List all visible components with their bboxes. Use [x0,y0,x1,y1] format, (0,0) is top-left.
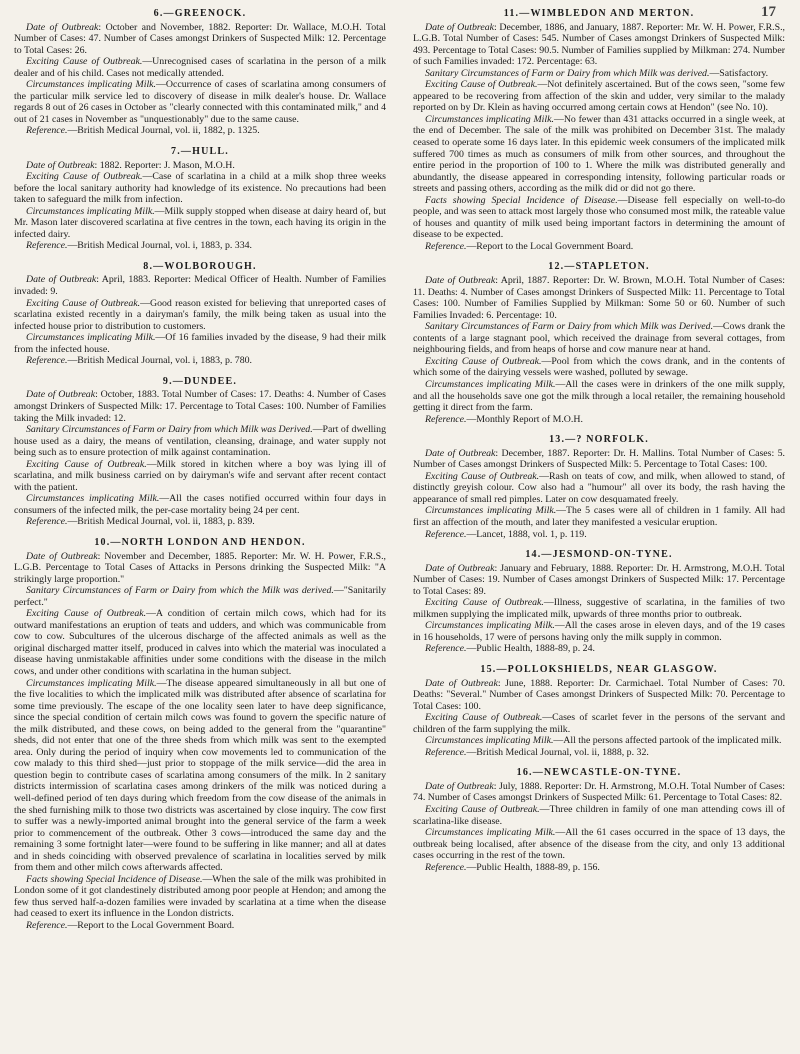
paragraph-label: Circumstances implicating Milk. [425,378,556,390]
paragraph-label: Circumstances implicating Milk. [425,827,556,839]
entry-paragraph [413,275,785,321]
paragraph-text: : October, 1883. Total Number of Cases: 17. Deaths: 4. Number of Cases amongst Drinkers of Suspected Milk: 17. Percentage to Total Cases: 100. Number of Families taking the Milk invaded: 12. [14,389,386,424]
entry-paragraph [14,56,386,79]
paragraph-text: —No fewer than 431 attacks occurred in a single week, at the end of December. The sale of the milk was prohibited on December 31st. The malady ceased to operate some 16 days later. In this epidemic week consumers of the implicated milk suffered 700 times as much as consumers of milk from other sources, and throughout the entire period in the proportion of 100 to 1. Where the milk was distributed generally and abundantly, the disease appeared in corresponding intensity, following particular roads or streets and passing others, according as the milk did or did not go there. [413,113,786,195]
paragraph-label: Reference. [26,355,68,367]
paragraph-label: Date of Outbreak [26,389,96,401]
left-column [14,8,386,941]
paragraph-text: —The 5 cases were all of children in 1 family. All had first an affection of the mouth, and later they manifested a vesicular eruption. [413,505,786,528]
paragraph-label: Circumstances implicating Milk. [425,113,554,125]
entry-heading: 9.—DUNDEE. [162,375,238,387]
paragraph-label: Sanitary Circumstances of Farm or Dairy from which Milk was derived. [425,67,710,79]
paragraph-label: Circumstances implicating Milk. [26,677,157,689]
paragraph-text: —Milk stored in kitchen where a boy was lying ill of scarlatina, and milk business carried on by dairyman's wife and servant after recent contact with the patient. [14,458,386,493]
entry-paragraph [14,585,386,608]
paragraph-label: Reference. [26,516,68,528]
entry-paragraph [14,160,386,172]
entry-paragraph [14,424,386,459]
paragraph-text: —Public Health, 1888-89, p. 24. [466,643,595,655]
paragraph-label: Exciting Cause of Outbreak. [26,171,143,183]
page-number: 17 [761,4,776,20]
paragraph-label: Circumstances implicating Milk. [26,332,156,344]
paragraph-text: —Milk supply stopped when disease at dairy heard of, but Mr. Mason later discovered scarlatina at five centres in the town, each having its origin in the infected dairy. [14,205,386,240]
entry-paragraph [413,643,785,655]
paragraph-label: Exciting Cause of Outbreak. [425,470,540,482]
entry-paragraph [413,712,785,735]
paragraph-text: : November and December, 1885. Reporter: Mr. W. H. Power, F.R.S., L.G.B. Percentage to Total Cases of Attacks in Persons drinking the Suspected Milk: "A strikingly large proportion." [14,550,386,585]
entry-paragraph [413,827,785,862]
entry-paragraph [14,516,386,528]
entry-heading: 8.—WOLBOROUGH. [143,260,257,272]
entry-heading: 13.—? NORFOLK. [549,434,649,446]
entry-paragraph [413,505,785,528]
paragraph-text: —When the sale of the milk was prohibited in London some of it got clandestinely distributed among poor people at Hendon; and among the few thus served half-a-dozen families were invaded by scarlatina at a time when the disease had ceased to exert its influence in the London districts. [14,873,386,920]
paragraph-label: Reference. [425,861,467,873]
paragraph-text: : December, 1886, and January, 1887. Reporter: Mr. W. H. Power, F.R.S., L.G.B. Total Number of Cases: 545. Number of Cases amongst Drinkers of Suspected Milk: 493. Percentage to Total Cases: 90.5. Number of Families supplied by Milkman: 274. Number of such Families invaded: 172. Percentage: 63. [413,21,785,68]
paragraph-label: Reference. [425,528,467,540]
paragraph-label: Date of Outbreak [425,447,496,459]
entry-paragraph [14,240,386,252]
paragraph-text: —Rash on teats of cow, and milk, when allowed to stand, of distinctly greyish colour. Cow also had a "humour" all over its body, the rash having the appearance of small red pimples. Later on cow desquamated freely. [413,470,785,505]
paragraph-label: Reference. [425,240,467,252]
entry-paragraph [413,735,785,747]
entry-heading: 12.—STAPLETON. [548,261,650,273]
paragraph-label: Date of Outbreak [26,274,97,286]
outbreak-entry [14,8,386,137]
paragraph-text: —A condition of certain milch cows, which had for its outward manifestations an eruption of teats and udders, and which was communicable from cow to cow. Subcultures of the ulcerous discharge of the affected animals as well as the original discharged matter itself, produced in calves into which the material was inoculated a disease having unmistakable affinities under some conditions with the disease in the milch cows, and under other conditions with scarlatina in the human subject. [14,608,386,677]
paragraph-text: —Public Health, 1888-89, p. 156. [466,861,600,873]
outbreak-entry [413,8,785,252]
paragraph-label: Date of Outbreak [425,275,496,287]
paragraph-text: —Satisfactory. [709,67,769,79]
paragraph-label: Exciting Cause of Outbreak. [425,712,543,724]
entry-paragraph [413,448,785,471]
entry-paragraph [413,620,785,643]
entry-heading: 11.—WIMBLEDON AND MERTON. [503,8,695,19]
paragraph-text: —The disease appeared simultaneously in all but one of the five localities to which the implicated milk was distributed after absence of scarlatina for some time previously. The escape of the one locality seen later to have deep significance, since the special condition of certain milch cows was found to govern the specific nature of the milk distributed, and these cows, on being added to the general from the "quarantine" sheds, did not enter that one of the three sheds from which milk was sent to the exempted area. Only during the period of inquiry when cow movements led to communication of the cow malady to this third shed—just prior to stoppage of the milk service—did the area in question begin to contribute cases of scarlatina among consumers of the milk. In 2 sanitary districts intermission of scarlatina cases among drinkers of the milk was noticed during a well-defined period of ten days during which freedom from the cow disease of the animals in the shed furnishing milk to those two districts was ascertained by close inquiry. The cow first to suffer was a newly-imported animal brought into the general service of the farm a week prior to commencement of the outbreak. Other 3 cows—introduced the same day and the remaining 3 some fortnight later—were found to be suffering in like manner; and all at dates and in sheds coinciding with observed prevalence of scarlatina in localities served by milk from them and other milch cows afterwards affected. [14,677,387,874]
paragraph-text: —Cases of scarlet fever in the persons of the servant and children of the farm supplying the milk. [413,712,785,735]
entry-paragraph [413,356,785,379]
paragraph-label: Circumstances implicating Milk. [26,205,155,217]
entry-paragraph [413,114,785,195]
paragraph-text: : 1882. Reporter: J. Mason, M.O.H. [94,159,235,171]
paragraph-label: Reference. [26,920,68,932]
entry-paragraph [14,274,386,297]
paragraph-label: Exciting Cause of Outbreak. [425,804,540,815]
entry-paragraph [413,379,785,414]
paragraph-text: : July, 1888. Reporter: Dr. H. Armstrong, M.O.H. Total Number of Cases: 74. Number of Cases amongst Drinkers of Suspected Milk: 61. Percentage to Total Cases: 82. [413,780,785,804]
right-column [413,8,785,882]
entry-paragraph [14,206,386,241]
entry-paragraph [14,920,386,932]
paragraph-label: Reference. [425,746,467,758]
paragraph-text: —All the 61 cases occurred in the space of 13 days, the outbreak being localised, after absence of the disease from the city, and only 13 additional cases occurring in the rest of the town. [413,827,786,862]
paragraph-label: Exciting Cause of Outbreak. [26,56,143,68]
entry-paragraph [413,563,785,598]
outbreak-entry [14,537,386,932]
entry-paragraph [14,678,386,874]
paragraph-label: Circumstances implicating Milk. [26,79,157,91]
entry-paragraph [14,125,386,137]
outbreak-entry [14,376,386,528]
entry-paragraph [14,355,386,367]
paragraph-label: Sanitary Circumstances of Farm or Dairy from which the Milk was derived. [26,585,334,597]
entry-paragraph [14,332,386,355]
entry-paragraph [14,171,386,206]
outbreak-entry [14,261,386,367]
entry-heading: 6.—GREENOCK. [153,8,247,19]
paragraph-text: —British Medical Journal, vol. i, 1883, p. 334. [67,240,253,252]
entry-paragraph [14,79,386,125]
paragraph-label: Exciting Cause of Outbreak. [425,355,542,367]
paragraph-label: Reference. [425,643,467,655]
entry-paragraph [413,68,785,80]
outbreak-entry [413,434,785,540]
entry-paragraph [413,321,785,356]
paragraph-label: Exciting Cause of Outbreak. [26,458,147,470]
paragraph-label: Date of Outbreak [425,562,495,574]
paragraph-label: Exciting Cause of Outbreak. [425,79,538,91]
paragraph-label: Facts showing Special Incidence of Disease. [26,873,203,885]
entry-heading: 14.—JESMOND-ON-TYNE. [525,549,673,561]
entry-heading: 10.—NORTH LONDON AND HENDON. [94,536,306,548]
paragraph-text: —Part of dwelling house used as a dairy, the means of ventilation, cleansing, drainage, and water supply not being such as to ensure protection of milk against contamination. [14,424,386,459]
entry-paragraph [413,22,785,68]
entry-heading: 15.—POLLOKSHIELDS, NEAR GLASGOW. [480,663,718,675]
outbreak-entry [413,767,785,873]
paragraph-text: : December, 1887. Reporter: Dr. H. Mallins. Total Number of Cases: 5. Number of Cases amongst Drinkers of Suspected Milk: 5. Percentage to Total Cases: 100. [413,447,786,471]
paragraph-label: Date of Outbreak [425,780,494,792]
paragraph-text: —Illness, suggestive of scarlatina, in the families of two milkmen supplying the implicated milk, upwards of three months prior to outbreak. [413,597,785,620]
entry-heading: 7.—HULL. [171,146,229,158]
paragraph-text: —Not definitely ascertained. But of the cows seen, "some few appeared to be recovering from affection of the skin and udder, very similar to the malady reported on by Dr. Klein as having occurred among certain cows at Hendon" (see No. 10). [413,79,785,114]
paragraph-text: : June, 1888. Reporter: Dr. Carmichael. Total Number of Cases: 70. Deaths: "Several." Number of Cases amongst Drinkers of Suspected Milk: 70. Percentage to Total Cases: 100. [413,677,785,712]
outbreak-entry [413,664,785,758]
paragraph-text: —Occurrence of cases of scarlatina among consumers of the particular milk service led to discovery of disease in milk dealer's house. Dr. Wallace regards 8 out of 26 cases in October as "clearly connected with this contaminated milk," and 4 out of 21 cases in November as "unquestionably" due to the same cause. [14,79,387,125]
paragraph-text: —British Medical Journal, vol. ii, 1888, p. 32. [466,746,649,758]
entry-paragraph [413,862,785,874]
entry-paragraph [14,22,386,57]
paragraph-label: Sanitary Circumstances of Farm or Dairy from which Milk was Derived. [26,424,313,436]
paragraph-text: —Pool from which the cows drank, and in the contents of which some of the dairying vessels were washed, polluted by sewage. [413,355,785,379]
paragraph-label: Reference. [425,413,467,425]
paragraph-label: Reference. [26,125,68,137]
paragraph-label: Exciting Cause of Outbreak. [425,597,544,609]
entry-paragraph [14,874,386,920]
entry-paragraph [413,747,785,759]
paragraph-label: Circumstances implicating Milk. [26,493,160,505]
entry-paragraph [413,781,785,804]
paragraph-text: —Three children in family of one man attending cows ill of scarlatina-like disease. [413,804,785,827]
paragraph-text: —All the cases were in drinkers of the one milk supply, and all the households save one got the milk through a local retailer, the remaining household getting it direct from the farm. [413,378,785,414]
paragraph-label: Date of Outbreak [26,159,95,171]
paragraph-label: Circumstances implicating Milk. [425,735,554,747]
paragraph-label: Facts showing Special Incidence of Disease. [425,194,618,206]
entry-paragraph [14,459,386,494]
paragraph-label: Circumstances implicating Milk. [425,620,555,632]
paragraph-text: —"Sanitarily perfect." [14,585,386,608]
paragraph-label: Reference. [26,240,68,252]
paragraph-text: : April, 1887. Reporter: Dr. W. Brown, M.O.H. Total Number of Cases: 11. Deaths: 4. Number of Cases amongst Drinkers of Suspected Milk: 11. Percentage to Total Cases: 100. Number of Families Supplied by Milkman: Some 50 or 60. Number of such Families Invaded: 6. Percentage: 10. [413,275,785,321]
paragraph-text: —Good reason existed for believing that unreported cases of scarlatina existed recently in a dairyman's family, the milk being taken as usual into the infected house prior to distribution to customers. [14,297,386,332]
paragraph-text: —Cows drank the contents of a large stagnant pool, which received the drainage from several cottages, from neighbouring fields, and from heaps of horse and cow manure near at hand. [413,321,785,356]
paragraph-text: —All the cases notified occurred within four days in consumers of the infected milk, the per-case mortality being 24 per cent. [14,493,386,516]
entry-paragraph [413,414,785,426]
paragraph-label: Date of Outbreak [26,550,98,562]
entry-paragraph [413,241,785,253]
paragraph-label: Sanitary Circumstances of Farm or Dairy from which Milk was Derived. [425,321,714,333]
paragraph-text: —All the persons affected partook of the implicated milk. [553,735,782,747]
paragraph-text: —Disease fell especially on well-to-do people, and was seen to attack most largely those who consumed most milk, the rateable value of houses and quantity of milk used being important factors in determining the amount of disease to be expected. [413,194,785,241]
outbreak-entry [14,146,386,252]
paragraph-text: —Unrecognised cases of scarlatina in the person of a milk dealer and of his child. Cases not medically attended. [14,56,386,79]
entry-paragraph [14,551,386,586]
paragraph-label: Date of Outbreak [425,21,494,33]
entry-paragraph [14,493,386,516]
paragraph-text: —British Medical Journal, vol. ii, 1883, p. 839. [67,516,255,528]
entry-paragraph [14,298,386,333]
entry-paragraph [413,79,785,114]
entry-paragraph [413,529,785,541]
outbreak-entry [413,549,785,655]
paragraph-label: Circumstances implicating Milk. [425,505,557,517]
paragraph-text: —British Medical Journal, vol. ii, 1882, p. 1325. [67,125,260,137]
paragraph-text: —Report to the Local Government Board. [67,920,235,932]
paragraph-text: —Lancet, 1888, vol. 1, p. 119. [466,528,587,540]
entry-heading: 16.—NEWCASTLE-ON-TYNE. [516,767,682,779]
entry-paragraph [413,678,785,713]
paragraph-label: Date of Outbreak [26,21,99,33]
paragraph-label: Exciting Cause of Outbreak. [26,608,147,620]
paragraph-text: —Of 16 families invaded by the disease, 9 had their milk from the infected house. [14,332,386,355]
entry-paragraph [413,804,785,827]
paragraph-label: Date of Outbreak [425,677,498,689]
paragraph-text: —Monthly Report of M.O.H. [466,413,583,425]
entry-paragraph [14,608,386,677]
paragraph-text: —British Medical Journal, vol. i, 1883, p. 780. [67,355,253,367]
paragraph-text: : January and February, 1888. Reporter: Dr. H. Armstrong, M.O.H. Total Number of Cases: 19. Number of Cases amongst Drinkers of Suspected Milk: 17. Percentage to Total Cases: 89. [413,562,785,597]
paragraph-text: : October and November, 1882. Reporter: Dr. Wallace, M.O.H. Total Number of Cases: 47. Number of Cases amongst Drinkers of Suspected Milk: 12. Percentage to Total Cases: 26. [14,21,386,56]
paragraph-text: —Report to the Local Government Board. [466,240,634,252]
paragraph-label: Exciting Cause of Outbreak. [26,297,141,309]
outbreak-entry [413,261,785,425]
entry-paragraph [413,195,785,241]
entry-paragraph [14,389,386,424]
paragraph-text: —Case of scarlatina in a child at a milk shop three weeks before the local sanitary authority had knowledge of its existence. No precautions had been taken to safeguard the milk from infection. [14,171,386,206]
paragraph-text: —All the cases arose in eleven days, and of the 19 cases in 16 households, 17 were of persons having only the milk supply in common. [413,620,785,643]
entry-paragraph [413,471,785,506]
entry-paragraph [413,597,785,620]
paragraph-text: : April, 1883. Reporter: Medical Officer of Health. Number of Families invaded: 9. [14,274,386,298]
